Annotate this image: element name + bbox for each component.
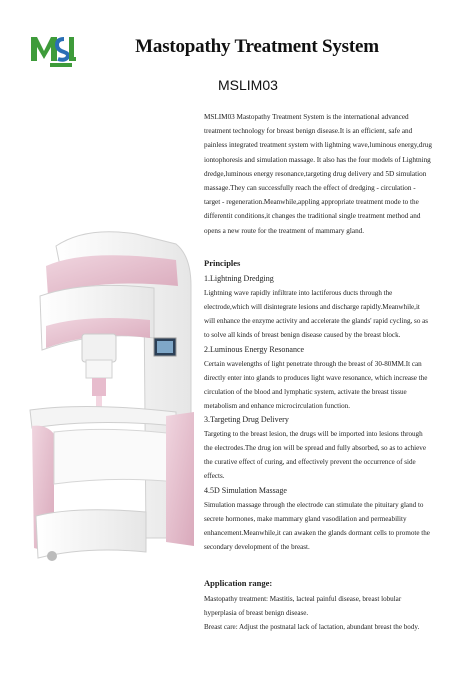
application-section — [204, 576, 432, 634]
principle-title: 3.Targeting Drug Delivery — [204, 415, 289, 425]
application-line: Breast care: Adjust the postnatal lack of lactation, abundant breast the body. — [204, 623, 420, 632]
application-heading: Application range: — [204, 578, 273, 588]
principles-section — [204, 256, 432, 554]
application-line: Mastopathy treatment: Mastitis, lacteal painful disease, breast lobular hyperplasia of breast benign disease. — [204, 595, 402, 618]
principle-text: Lightning wave rapidly infiltrate into lactiferous ducts through the electrode,which will disintegrate lesions and discharge rapidly.Meanwhile,it will enhance the enzyme activity and accelerate the glands' rapid cycling, so as to solve all kinds of breast benign disease caused by the breast block. — [204, 289, 429, 340]
device-image — [26, 226, 198, 678]
model-number: MSLIM03 — [218, 77, 278, 93]
principles-heading: Principles — [204, 258, 241, 268]
principle-text: Targeting to the breast lesion, the drugs will be imported into lesions through the electrodes.The drug ion will be spread and fully absorbed, so as to achieve the curative effect of curing, and effectively prevent the occurrence of side effects. — [204, 430, 427, 481]
principle-title: 4.5D Simulation Massage — [204, 485, 287, 495]
principle-text: Simulation massage through the electrode can stimulate the pituitary gland to secrete hormones, make mammary gland vasodilation and permeability enhancement.Meanwhile,it can awaken the glands dormant cells to promote the secondary development of the breast. — [204, 500, 430, 551]
intro-paragraph: MSLIM03 Mastopathy Treatment System is the international advanced treatment technology for breast benign disease.It is an efficient, safe and painless integrated treatment system with lightning wave,luminous energy,drug iontophoresis and simulation massage. It also has the four models of Lightning dredge,luminous energy resonance,targeting drug delivery and 5D simulation massage.They can successfully reach the effect of dredging - circulation - target - regeneration.Meanwhile,appling appropriate treatment mode to the differentit conditions,it changes the traditional single treatment method and opens a new route for the treatment of mammary gland. — [204, 113, 432, 235]
page-title: Mastopathy Treatment System — [135, 36, 379, 57]
principle-title: 2.Luminous Energy Resonance — [204, 344, 305, 354]
principle-text: Certain wavelengths of light penetrate through the breast of 30-80MM.It can directly enter into glands to produces light wave resonance, which increase the circulation of the blood and lymphatic system, activate the breast tissue metabolism and enhance microcirculation function. — [204, 359, 428, 410]
principle-title: 1.Lightning Dredging — [204, 274, 274, 284]
brand-logo — [30, 33, 76, 69]
